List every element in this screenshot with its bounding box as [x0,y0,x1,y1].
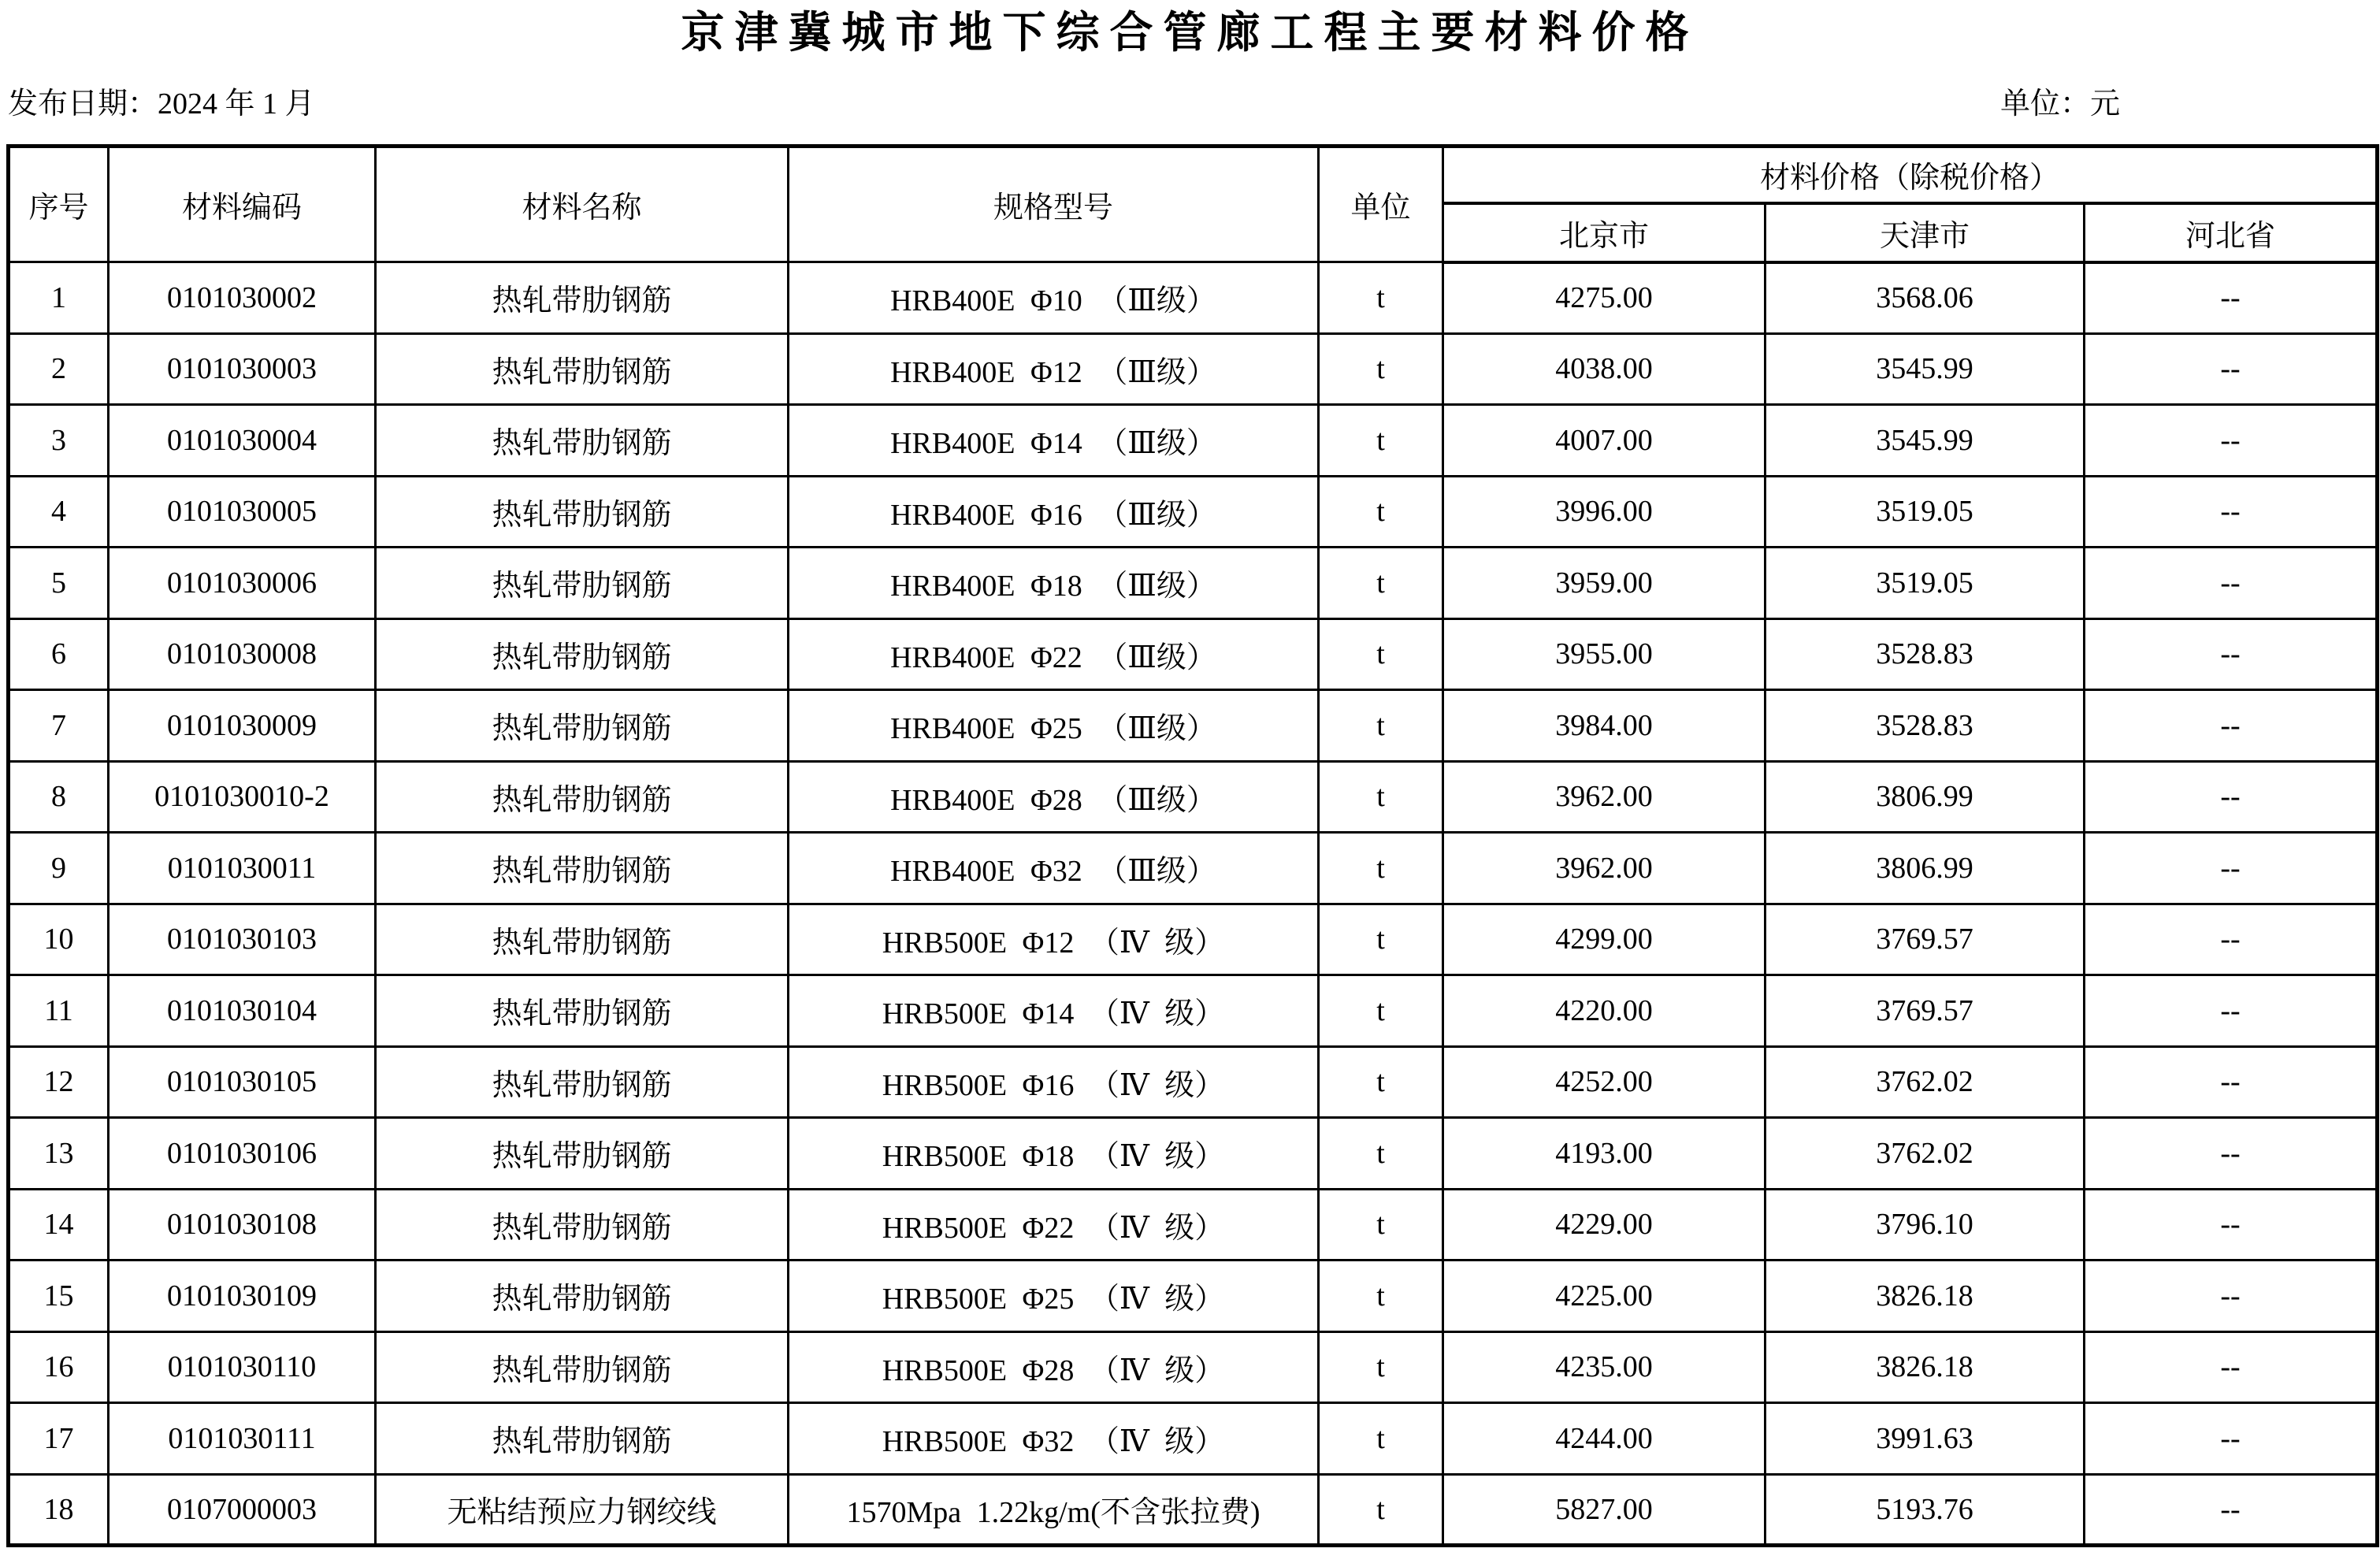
cell-name: 热轧带肋钢筋 [376,904,789,975]
cell-index: 14 [9,1189,109,1261]
cell-spec: HRB400E Φ14 （Ⅲ级） [789,405,1319,477]
cell-tianjin: 3769.57 [1766,975,2085,1047]
table-row [9,904,2378,975]
column-header-spec: 规格型号 [789,147,1319,262]
cell-tianjin: 3762.02 [1766,1046,2085,1118]
cell-code: 0101030106 [109,1118,376,1190]
cell-name: 无粘结预应力钢绞线 [376,1474,789,1546]
cell-index: 11 [9,975,109,1047]
cell-index: 3 [9,405,109,477]
cell-tianjin: 3528.83 [1766,690,2085,762]
cell-spec: HRB400E Φ10 （Ⅲ级） [789,262,1319,334]
cell-beijing: 4252.00 [1443,1046,1766,1118]
cell-spec: 1570Mpa 1.22kg/m(不含张拉费) [789,1474,1319,1546]
column-header-name: 材料名称 [376,147,789,262]
cell-index: 17 [9,1403,109,1475]
cell-tianjin: 3991.63 [1766,1403,2085,1475]
cell-beijing: 4275.00 [1443,262,1766,334]
cell-code: 0101030110 [109,1331,376,1403]
column-header-hebei: 河北省 [2085,203,2378,262]
cell-index: 1 [9,262,109,334]
cell-hebei: -- [2085,1189,2378,1261]
cell-hebei: -- [2085,1331,2378,1403]
table-row [9,761,2378,833]
cell-tianjin: 3568.06 [1766,262,2085,334]
cell-name: 热轧带肋钢筋 [376,1261,789,1332]
cell-index: 16 [9,1331,109,1403]
cell-unit: t [1319,761,1443,833]
cell-name: 热轧带肋钢筋 [376,1189,789,1261]
cell-beijing: 4007.00 [1443,405,1766,477]
cell-unit: t [1319,690,1443,762]
cell-code: 0101030111 [109,1403,376,1475]
cell-hebei: -- [2085,1118,2378,1190]
cell-code: 0101030002 [109,262,376,334]
cell-hebei: -- [2085,618,2378,690]
cell-hebei: -- [2085,262,2378,334]
table-row [9,1118,2378,1190]
cell-tianjin: 3545.99 [1766,333,2085,405]
cell-spec: HRB500E Φ12 （Ⅳ 级） [789,904,1319,975]
cell-unit: t [1319,476,1443,548]
cell-index: 7 [9,690,109,762]
unit-note: 单位：元 [1999,87,2120,121]
cell-unit: t [1319,405,1443,477]
cell-unit: t [1319,975,1443,1047]
table-row [9,1331,2378,1403]
cell-index: 18 [9,1474,109,1546]
cell-tianjin: 3769.57 [1766,904,2085,975]
cell-spec: HRB500E Φ22 （Ⅳ 级） [789,1189,1319,1261]
table-row [9,1474,2378,1546]
table-row [9,690,2378,762]
table-row [9,618,2378,690]
cell-name: 热轧带肋钢筋 [376,262,789,334]
cell-name: 热轧带肋钢筋 [376,1403,789,1475]
cell-tianjin: 3519.05 [1766,476,2085,548]
table-row [9,262,2378,334]
cell-spec: HRB400E Φ16 （Ⅲ级） [789,476,1319,548]
cell-beijing: 3962.00 [1443,833,1766,904]
cell-name: 热轧带肋钢筋 [376,618,789,690]
column-header-tianjin: 天津市 [1766,203,2085,262]
cell-spec: HRB400E Φ12 （Ⅲ级） [789,333,1319,405]
column-header-unit: 单位 [1319,147,1443,262]
cell-name: 热轧带肋钢筋 [376,761,789,833]
cell-index: 12 [9,1046,109,1118]
cell-name: 热轧带肋钢筋 [376,975,789,1047]
cell-spec: HRB400E Φ22 （Ⅲ级） [789,618,1319,690]
materials-price-table [6,144,2379,1547]
cell-code: 0101030104 [109,975,376,1047]
cell-code: 0101030003 [109,333,376,405]
cell-code: 0101030009 [109,690,376,762]
table-row [9,548,2378,619]
cell-name: 热轧带肋钢筋 [376,1331,789,1403]
cell-hebei: -- [2085,690,2378,762]
cell-spec: HRB500E Φ14 （Ⅳ 级） [789,975,1319,1047]
cell-beijing: 4244.00 [1443,1403,1766,1475]
table-row [9,476,2378,548]
cell-unit: t [1319,904,1443,975]
cell-unit: t [1319,1261,1443,1332]
cell-beijing: 4229.00 [1443,1189,1766,1261]
meta-row [0,84,2380,124]
table-row [9,833,2378,904]
cell-beijing: 4299.00 [1443,904,1766,975]
cell-unit: t [1319,1189,1443,1261]
cell-spec: HRB500E Φ16 （Ⅳ 级） [789,1046,1319,1118]
cell-hebei: -- [2085,1403,2378,1475]
table-row [9,975,2378,1047]
cell-spec: HRB500E Φ28 （Ⅳ 级） [789,1331,1319,1403]
cell-hebei: -- [2085,1046,2378,1118]
cell-unit: t [1319,548,1443,619]
cell-name: 热轧带肋钢筋 [376,333,789,405]
page-title: 京津冀城市地下综合管廊工程主要材料价格 [681,8,1699,57]
cell-tianjin: 3806.99 [1766,833,2085,904]
cell-tianjin: 3519.05 [1766,548,2085,619]
cell-code: 0101030011 [109,833,376,904]
cell-spec: HRB400E Φ28 （Ⅲ级） [789,761,1319,833]
cell-beijing: 4220.00 [1443,975,1766,1047]
cell-spec: HRB500E Φ18 （Ⅳ 级） [789,1118,1319,1190]
cell-code: 0101030006 [109,548,376,619]
table-body [9,262,2378,1546]
cell-beijing: 3962.00 [1443,761,1766,833]
cell-spec: HRB400E Φ32 （Ⅲ级） [789,833,1319,904]
cell-name: 热轧带肋钢筋 [376,1118,789,1190]
cell-unit: t [1319,1331,1443,1403]
cell-beijing: 3984.00 [1443,690,1766,762]
cell-unit: t [1319,262,1443,334]
cell-tianjin: 3826.18 [1766,1261,2085,1332]
cell-spec: HRB400E Φ25 （Ⅲ级） [789,690,1319,762]
cell-tianjin: 3762.02 [1766,1118,2085,1190]
cell-index: 5 [9,548,109,619]
cell-beijing: 4225.00 [1443,1261,1766,1332]
cell-index: 6 [9,618,109,690]
cell-unit: t [1319,618,1443,690]
table-row [9,1403,2378,1475]
cell-hebei: -- [2085,975,2378,1047]
cell-code: 0101030109 [109,1261,376,1332]
cell-code: 0101030105 [109,1046,376,1118]
cell-name: 热轧带肋钢筋 [376,548,789,619]
cell-code: 0101030103 [109,904,376,975]
cell-unit: t [1319,833,1443,904]
cell-unit: t [1319,1118,1443,1190]
cell-index: 10 [9,904,109,975]
cell-hebei: -- [2085,1474,2378,1546]
column-header-price-group: 材料价格（除税价格） [1443,147,2378,203]
cell-code: 0101030004 [109,405,376,477]
cell-index: 15 [9,1261,109,1332]
cell-name: 热轧带肋钢筋 [376,405,789,477]
cell-index: 2 [9,333,109,405]
cell-unit: t [1319,1046,1443,1118]
cell-code: 0107000003 [109,1474,376,1546]
cell-unit: t [1319,1403,1443,1475]
cell-tianjin: 3528.83 [1766,618,2085,690]
table-row [9,1046,2378,1118]
cell-tianjin: 3796.10 [1766,1189,2085,1261]
cell-index: 8 [9,761,109,833]
cell-code: 0101030008 [109,618,376,690]
cell-name: 热轧带肋钢筋 [376,833,789,904]
cell-beijing: 4193.00 [1443,1118,1766,1190]
table-row [9,1189,2378,1261]
cell-hebei: -- [2085,833,2378,904]
table-row [9,333,2378,405]
cell-unit: t [1319,1474,1443,1546]
publish-date: 发布日期：2024 年 1 月 [8,87,315,121]
cell-tianjin: 3806.99 [1766,761,2085,833]
column-header-beijing: 北京市 [1443,203,1766,262]
cell-hebei: -- [2085,476,2378,548]
cell-code: 0101030010-2 [109,761,376,833]
cell-hebei: -- [2085,761,2378,833]
cell-beijing: 3955.00 [1443,618,1766,690]
table-header [9,147,2378,262]
cell-index: 9 [9,833,109,904]
cell-hebei: -- [2085,548,2378,619]
cell-spec: HRB400E Φ18 （Ⅲ级） [789,548,1319,619]
cell-tianjin: 3545.99 [1766,405,2085,477]
cell-hebei: -- [2085,405,2378,477]
table-row [9,405,2378,477]
cell-name: 热轧带肋钢筋 [376,476,789,548]
cell-beijing: 3959.00 [1443,548,1766,619]
cell-hebei: -- [2085,333,2378,405]
cell-tianjin: 3826.18 [1766,1331,2085,1403]
cell-spec: HRB500E Φ25 （Ⅳ 级） [789,1261,1319,1332]
cell-spec: HRB500E Φ32 （Ⅳ 级） [789,1403,1319,1475]
cell-tianjin: 5193.76 [1766,1474,2085,1546]
column-header-index: 序号 [9,147,109,262]
cell-beijing: 5827.00 [1443,1474,1766,1546]
cell-beijing: 3996.00 [1443,476,1766,548]
cell-index: 13 [9,1118,109,1190]
cell-unit: t [1319,333,1443,405]
cell-code: 0101030005 [109,476,376,548]
cell-name: 热轧带肋钢筋 [376,1046,789,1118]
cell-hebei: -- [2085,1261,2378,1332]
cell-beijing: 4038.00 [1443,333,1766,405]
column-header-code: 材料编码 [109,147,376,262]
cell-name: 热轧带肋钢筋 [376,690,789,762]
cell-beijing: 4235.00 [1443,1331,1766,1403]
cell-hebei: -- [2085,904,2378,975]
table-row [9,1261,2378,1332]
cell-code: 0101030108 [109,1189,376,1261]
cell-index: 4 [9,476,109,548]
